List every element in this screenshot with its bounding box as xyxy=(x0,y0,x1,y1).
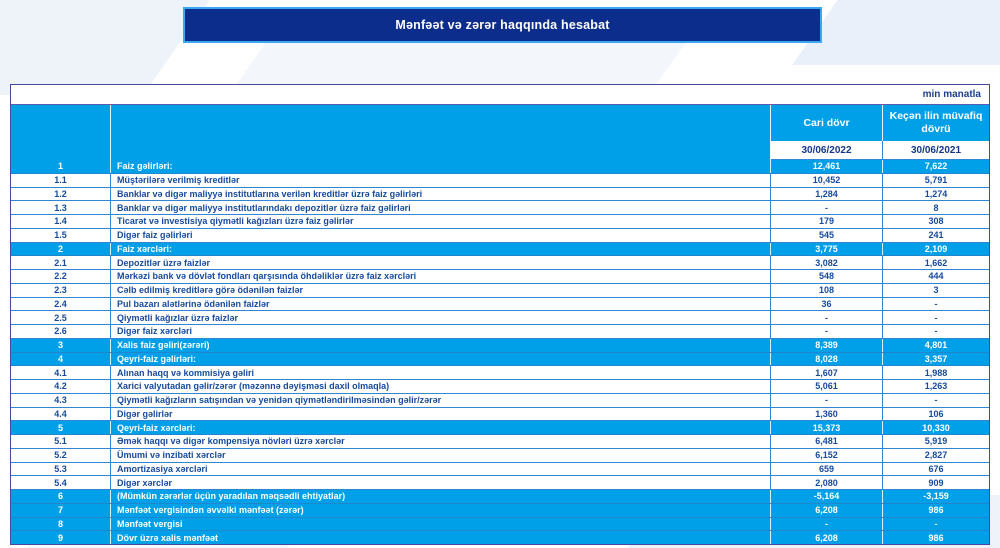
row-value-current: - xyxy=(771,311,883,324)
row-value-previous: 1,662 xyxy=(924,257,948,268)
row-value-current: - xyxy=(771,325,883,338)
table-row-section xyxy=(11,243,989,257)
row-number: 1 xyxy=(11,160,111,173)
row-label: (Mümkün zərərlər üçün yaradılan məqsədli ehtiyatlar) xyxy=(111,490,771,503)
report-title-bar xyxy=(183,7,822,43)
row-value-previous: - xyxy=(934,518,938,529)
row-value-previous: 2,109 xyxy=(924,243,948,254)
table-row xyxy=(11,188,989,202)
row-value-current: 1,360 xyxy=(771,408,883,421)
table-row xyxy=(11,270,989,284)
row-value-previous: 3,357 xyxy=(924,353,948,364)
row-value-current: 548 xyxy=(771,270,883,283)
row-number: 3 xyxy=(11,339,111,352)
row-label: Xalis faiz gəliri(zərəri) xyxy=(111,339,771,352)
row-value-current: 10,452 xyxy=(771,174,883,187)
row-value-current: 545 xyxy=(771,229,883,242)
table-row xyxy=(11,408,989,422)
row-number: 7 xyxy=(11,504,111,517)
row-value-previous: 10,330 xyxy=(922,422,950,433)
column-header-current-period: Cari dövr xyxy=(771,105,883,141)
row-number: 2.2 xyxy=(11,270,111,283)
row-label: Müştərilərə verilmiş kreditlər xyxy=(111,174,771,187)
row-label: Alınan haqq və kommisiya gəliri xyxy=(111,366,771,379)
row-number: 1.4 xyxy=(11,215,111,228)
row-label: Digər faiz gəlirləri xyxy=(111,229,771,242)
row-label: Pul bazarı alətlərinə ödənilən faizlər xyxy=(111,298,771,311)
row-value-previous: 308 xyxy=(928,216,944,227)
row-number: 1.5 xyxy=(11,229,111,242)
row-number: 5.2 xyxy=(11,449,111,462)
row-label: Mənfəət vergisindən əvvəlki mənfəət (zərər) xyxy=(111,504,771,517)
row-number: 1.1 xyxy=(11,174,111,187)
row-label: Banklar və digər maliyyə institutlarındakı depozitlər üzrə faiz gəlirləri xyxy=(111,201,771,214)
row-value-previous: 7,622 xyxy=(924,161,948,172)
previous-period-date: 30/06/2021 xyxy=(883,141,989,160)
row-value-current: - xyxy=(771,518,883,531)
row-value-current: 6,208 xyxy=(771,504,883,517)
table-row xyxy=(11,435,989,449)
table-row xyxy=(11,215,989,229)
row-value-previous: 909 xyxy=(928,477,944,488)
row-value-previous: - xyxy=(934,326,938,337)
table-date-row xyxy=(11,141,989,160)
row-value-current: 3,082 xyxy=(771,256,883,269)
row-number: 5 xyxy=(11,421,111,434)
row-value-previous: 1,988 xyxy=(924,367,948,378)
row-value-current: 659 xyxy=(771,463,883,476)
table-row xyxy=(11,284,989,298)
row-value-current: 15,373 xyxy=(771,421,883,434)
table-row-section xyxy=(11,160,989,174)
background-watermark xyxy=(792,0,1000,65)
row-number: 1.3 xyxy=(11,201,111,214)
unit-label: min manatla xyxy=(922,89,981,100)
row-label: Depozitlər üzrə faizlər xyxy=(111,256,771,269)
row-value-previous: 2,827 xyxy=(924,450,948,461)
row-number: 2.1 xyxy=(11,256,111,269)
table-row-section xyxy=(11,421,989,435)
row-value-current: 8,028 xyxy=(771,353,883,366)
row-value-previous: 106 xyxy=(928,408,944,419)
row-value-previous: 986 xyxy=(928,505,944,516)
row-value-previous: 1,263 xyxy=(924,381,948,392)
row-value-previous: 3 xyxy=(933,285,939,296)
header-cell-number xyxy=(11,105,111,141)
row-label: Qeyri-faiz gəlirləri: xyxy=(111,353,771,366)
row-value-current: 1,607 xyxy=(771,366,883,379)
row-number: 9 xyxy=(11,531,111,544)
row-value-previous: 4,801 xyxy=(924,340,948,351)
row-number: 2.6 xyxy=(11,325,111,338)
table-row xyxy=(11,449,989,463)
table-body xyxy=(11,160,989,544)
table-row xyxy=(11,394,989,408)
table-row xyxy=(11,463,989,477)
table-row xyxy=(11,366,989,380)
row-value-current: 12,461 xyxy=(771,160,883,173)
row-number: 1.2 xyxy=(11,188,111,201)
row-value-previous: 444 xyxy=(928,271,944,282)
row-number: 2 xyxy=(11,243,111,256)
row-label: Qeyri-faiz xərcləri: xyxy=(111,421,771,434)
row-value-current: 3,775 xyxy=(771,243,883,256)
row-value-current: 6,481 xyxy=(771,435,883,448)
table-row xyxy=(11,256,989,270)
row-number: 5.4 xyxy=(11,476,111,489)
row-number: 2.4 xyxy=(11,298,111,311)
table-row xyxy=(11,325,989,339)
row-label: Mərkəzi bank və dövlət fondları qarşısında öhdəliklər üzrə faiz xərcləri xyxy=(111,270,771,283)
row-label: Amortizasiya xərcləri xyxy=(111,463,771,476)
row-value-current: 36 xyxy=(771,298,883,311)
row-number: 2.5 xyxy=(11,311,111,324)
table-header-row xyxy=(11,105,989,141)
date-row-spacer xyxy=(11,141,111,160)
unit-row xyxy=(11,85,989,105)
table-row xyxy=(11,298,989,312)
row-value-current: 108 xyxy=(771,284,883,297)
row-label: Ümumi və inzibati xərclər xyxy=(111,449,771,462)
row-value-previous: 5,919 xyxy=(924,436,948,447)
current-period-date: 30/06/2022 xyxy=(771,141,883,160)
table-row xyxy=(11,201,989,215)
row-value-current: 179 xyxy=(771,215,883,228)
table-row xyxy=(11,174,989,188)
row-label: Dövr üzrə xalis mənfəət xyxy=(111,531,771,544)
row-value-current: 5,061 xyxy=(771,380,883,393)
row-value-current: 1,284 xyxy=(771,188,883,201)
row-value-previous: 5,791 xyxy=(924,175,948,186)
row-value-previous: - xyxy=(934,312,938,323)
row-label: Digər xərclər xyxy=(111,476,771,489)
row-value-previous: - xyxy=(934,298,938,309)
row-number: 8 xyxy=(11,518,111,531)
row-value-current: 8,389 xyxy=(771,339,883,352)
row-value-current: 2,080 xyxy=(771,476,883,489)
row-value-current: - xyxy=(771,394,883,407)
row-label: Xarici valyutadan gəlir/zərər (məzənnə dəyişməsi daxil olmaqla) xyxy=(111,380,771,393)
row-label: Faiz xərcləri: xyxy=(111,243,771,256)
row-value-previous: 8 xyxy=(933,202,939,213)
row-label: Əmək haqqı və digər kompensiya növləri üzrə xərclər xyxy=(111,435,771,448)
row-number: 2.3 xyxy=(11,284,111,297)
header-cell-description xyxy=(111,105,771,141)
row-value-previous: 986 xyxy=(928,532,944,543)
row-label: Cəlb edilmiş kreditlərə görə ödənilən faizlər xyxy=(111,284,771,297)
row-number: 4.4 xyxy=(11,408,111,421)
row-number: 4 xyxy=(11,353,111,366)
table-row-section xyxy=(11,490,989,504)
row-label: Qiymətli kağızların satışından və yenidən qiymətləndirilməsindən gəlir/zərər xyxy=(111,394,771,407)
row-label: Digər gəlirlər xyxy=(111,408,771,421)
row-label: Mənfəət vergisi xyxy=(111,518,771,531)
table-row xyxy=(11,229,989,243)
row-value-previous: 676 xyxy=(928,463,944,474)
report-table xyxy=(10,84,990,545)
row-label: Qiymətli kağızlar üzrə faizlər xyxy=(111,311,771,324)
table-row-section xyxy=(11,353,989,367)
row-value-previous: - xyxy=(934,395,938,406)
row-number: 6 xyxy=(11,490,111,503)
table-row-section xyxy=(11,518,989,532)
table-row-section xyxy=(11,339,989,353)
row-value-current: 6,208 xyxy=(771,531,883,544)
row-value-current: -5,164 xyxy=(771,490,883,503)
row-number: 4.3 xyxy=(11,394,111,407)
table-row-section xyxy=(11,531,989,544)
row-value-current: 6,152 xyxy=(771,449,883,462)
table-row xyxy=(11,380,989,394)
table-row xyxy=(11,311,989,325)
row-label: Faiz gəlirləri: xyxy=(111,160,771,173)
row-value-previous: 1,274 xyxy=(924,188,948,199)
row-number: 5.1 xyxy=(11,435,111,448)
row-number: 4.2 xyxy=(11,380,111,393)
table-row xyxy=(11,476,989,490)
row-value-previous: -3,159 xyxy=(923,491,949,502)
page-title: Mənfəət və zərər haqqında hesabat xyxy=(395,18,610,32)
row-number: 4.1 xyxy=(11,366,111,379)
row-number: 5.3 xyxy=(11,463,111,476)
row-label: Digər faiz xərcləri xyxy=(111,325,771,338)
table-row-section xyxy=(11,504,989,518)
column-header-previous-period: Keçən ilin müvafiq dövrü xyxy=(889,110,983,135)
date-row-spacer xyxy=(111,141,771,160)
background-watermark xyxy=(232,40,687,90)
row-value-current: - xyxy=(771,201,883,214)
row-label: Ticarət və investisiya qiymətli kağızları üzrə faiz gəlirlər xyxy=(111,215,771,228)
row-label: Banklar və digər maliyyə institutlarına verilən kreditlər üzrə faiz gəlirləri xyxy=(111,188,771,201)
row-value-previous: 241 xyxy=(928,230,944,241)
